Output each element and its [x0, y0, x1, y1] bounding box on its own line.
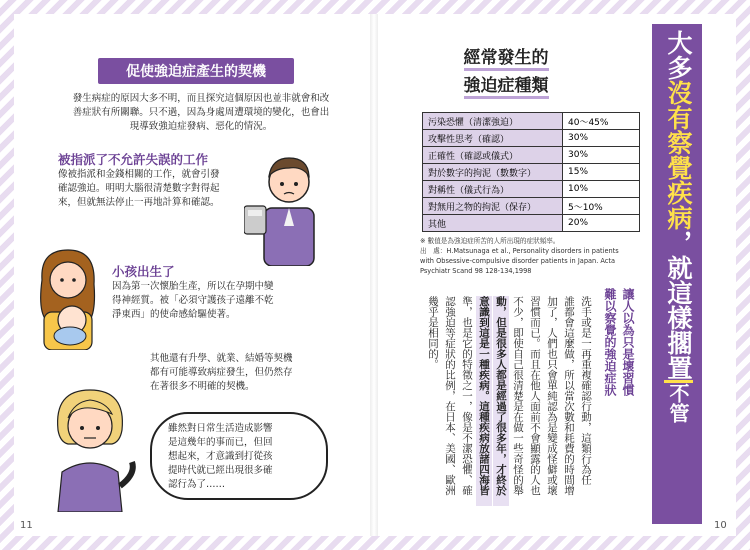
- table-cell-rate: 15%: [563, 164, 640, 181]
- body-heading-line: 讓人以為只是壞習慣: [621, 288, 635, 396]
- body-column: 認強迫等症狀的比例，在日本、美國、歐洲: [444, 296, 456, 496]
- ocd-types-table: [422, 112, 640, 232]
- item3-line: 在著很多不明確的契機。: [150, 381, 255, 392]
- headline-highlight: 沒有察覺疾病: [664, 80, 693, 230]
- item1-line: 來，但就無法停止一再地計算和確認。: [58, 197, 220, 208]
- table-cell-rate: 20%: [563, 215, 640, 232]
- table-title-line: 經常發生的: [464, 48, 549, 71]
- intro-line: 善症狀有所關聯。只不過，因為身處周遭環境的變化，也會出: [72, 107, 330, 118]
- bubble-line: 認行為了……: [168, 479, 226, 490]
- item1-body: [58, 168, 220, 210]
- intro-text: [56, 92, 346, 134]
- body-column: 習慣而已。而且在他人面前不會顯露的人也: [529, 296, 541, 496]
- note-line: ※ 數值是為強迫症所苦的人所出現的症狀頻率。: [420, 237, 560, 245]
- table-title: [436, 44, 576, 100]
- intro-line: 現導致強迫症發病、惡化的情況。: [129, 121, 273, 132]
- body-column: 加了，人們也只會單純認為是變成怪僻或壞: [546, 296, 558, 496]
- item3-body: [150, 352, 293, 394]
- worried-man-illustration: [244, 146, 334, 266]
- item2-body: [112, 280, 274, 322]
- item2-line: 淨東西」的使命感給驅使著。: [112, 309, 236, 320]
- table-row: [423, 198, 640, 215]
- item3-line: 都有可能導致病症發生，但仍然存: [150, 367, 293, 378]
- speech-bubble: [150, 412, 328, 500]
- table-cell-rate: 5～10%: [563, 198, 640, 215]
- note-line: Psychiatr Scand 98 128-134,1998: [420, 267, 532, 275]
- table-row: [423, 181, 640, 198]
- bubble-line: 雖然對日常生活造成影響: [168, 423, 273, 434]
- table-cell-type: 對稱性（儀式行為）: [423, 181, 563, 198]
- table-cell-rate: 30%: [563, 147, 640, 164]
- table-note: [420, 236, 635, 276]
- table-cell-rate: 10%: [563, 181, 640, 198]
- bubble-line: 想起來，才意識到打從孩: [168, 451, 273, 462]
- item1-line: 確認強迫。明明大腦很清楚數字對得起: [58, 183, 220, 194]
- table-row: [423, 164, 640, 181]
- table-cell-rate: 40～45%: [563, 113, 640, 130]
- item3-line: 其他還有升學、就業、結婚等契機: [150, 353, 293, 364]
- mother-baby-illustration: [30, 240, 110, 350]
- headline-text: [658, 30, 698, 423]
- intro-line: 發生病症的原因大多不明，而且探究這個原因也並非就會和改: [72, 93, 330, 104]
- table-title-line: 強迫症種類: [464, 76, 549, 99]
- table-cell-rate: 30%: [563, 130, 640, 147]
- body-column: 幾乎是相同的。: [427, 296, 439, 370]
- page-number-right: 10: [714, 520, 727, 531]
- book-gutter: [370, 14, 378, 536]
- table-row: [423, 215, 640, 232]
- table-cell-type: 其他: [423, 215, 563, 232]
- body-column-emphasis: 意識到這是一種疾病。這種疾病放諸四海皆: [476, 296, 492, 506]
- body-column: 洗手或是一再重複確認行動，這類行為任: [580, 296, 592, 485]
- item1-heading: 被指派了不允許失誤的工作: [58, 152, 209, 167]
- table-row: [423, 130, 640, 147]
- note-line: 出 處：H.Matsunaga et al., Personality disorders in patients: [420, 247, 619, 255]
- table-cell-type: 攻擊性思考（確認）: [423, 130, 563, 147]
- item2-heading: 小孩出生了: [112, 264, 175, 279]
- headline-highlight: 擱置: [664, 330, 693, 383]
- item2-line: 因為第一次懷胎生產，所以在孕期中變: [112, 281, 274, 292]
- body-column-emphasis: 動，但是很多人都是經過了很多年，才終於: [493, 296, 509, 506]
- headline-part: 大多: [664, 30, 693, 80]
- section-title: 促使強迫症產生的契機: [98, 58, 294, 84]
- body-column: 不少，即使自己很清楚是在做一些奇怪的舉: [512, 296, 524, 496]
- table-cell-type: 正確性（確認或儀式）: [423, 147, 563, 164]
- headline-part: 不管: [666, 383, 690, 423]
- table-cell-type: 對於數字的拘泥（數數字）: [423, 164, 563, 181]
- bubble-line: 提時代就已經出現很多確: [168, 465, 273, 476]
- page-number-left: 11: [20, 520, 33, 531]
- headline-part: ，就這樣: [664, 230, 693, 330]
- item1-line: 像被指派和金錢相關的工作，就會引發: [58, 169, 220, 180]
- body-column: 誰都會這麼做，所以當次數和耗費的時間增: [563, 296, 575, 496]
- note-line: with Obsessive-compulsive disorder patients in Japan. Acta: [420, 257, 616, 265]
- bubble-line: 是這幾年的事而已，但回: [168, 437, 273, 448]
- body-column: 準，也是它的特徵之一，像是不潔恐懼、確: [461, 296, 473, 496]
- table-cell-type: 對無用之物的拘泥（保存）: [423, 198, 563, 215]
- woman-illustration: [40, 382, 140, 512]
- body-heading-line: 難以察覺的強迫症狀: [603, 288, 617, 396]
- table-row: [423, 147, 640, 164]
- item2-line: 得神經質。被「必須守護孩子遠離不乾: [112, 295, 274, 306]
- table-row: [423, 113, 640, 130]
- table-cell-type: 污染恐懼（清潔強迫）: [423, 113, 563, 130]
